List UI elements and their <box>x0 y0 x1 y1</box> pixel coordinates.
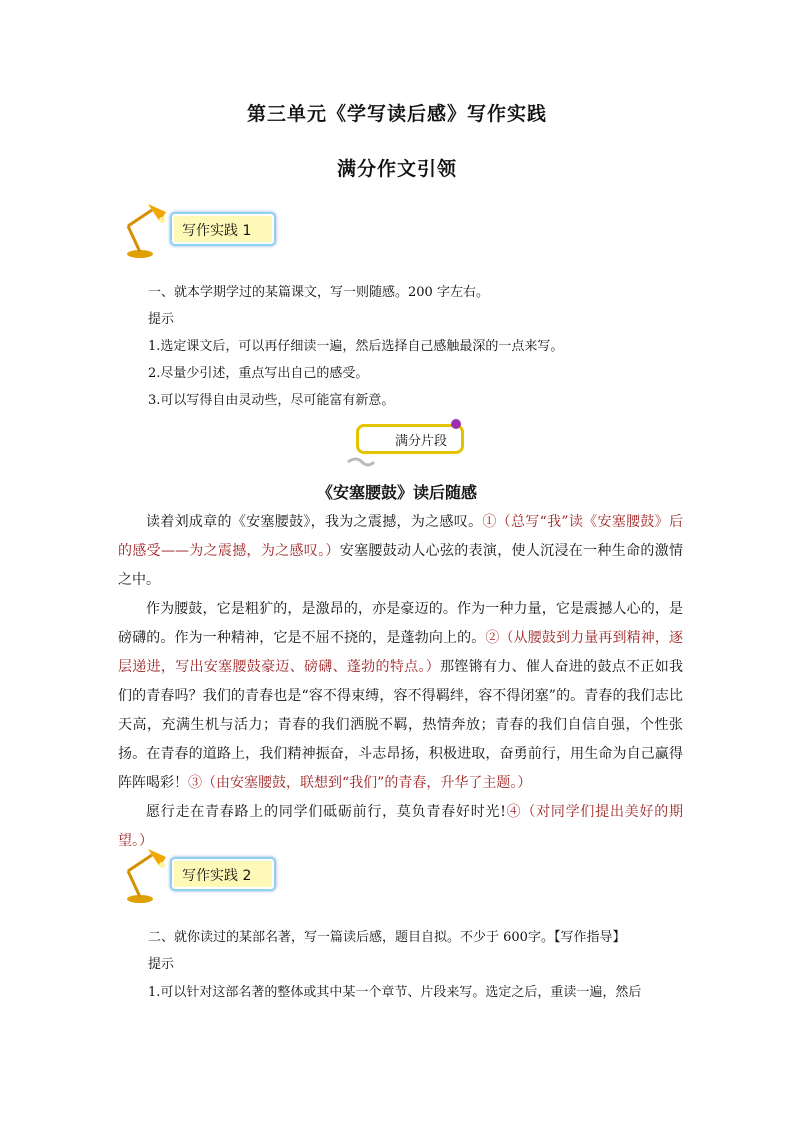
practice-2-tips-label: 提示 <box>148 957 175 972</box>
fragment-title: 《安塞腰鼓》读后随感 <box>316 483 477 502</box>
fragment-label: 满分片段 <box>356 424 464 454</box>
fragment-paragraph-1: 读着刘成章的《安塞腰鼓》，我为之震撼，为之感叹。①（总写“我”读《安塞腰鼓》后的感受——为之震撼，为之感叹。）安塞腰鼓动人心弦的表演，使人沉浸在一种生命的激情之中。 <box>118 514 684 588</box>
fragment-paragraph-2: 作为腰鼓，它是粗犷的，是激昂的，亦是豪迈的。作为一种力量，它是震撼人心的，是磅礴的。作为一种精神，它是不屈不挠的，是蓬勃向上的。②（从腰鼓到力量再到精神，逐层递进，写出安塞腰鼓豪迈、磅礴、蓬勃的特点。）那铿锵有力、催人奋进的鼓点不正如我们的青春吗？我们的青春也是“容不得束缚，容不得羁绊，容不得闭塞”的。青春的我们志比天高，充满生机与活力；青春的我们洒脱不羁，热情奔放；青春的我们自信自强，个性张扬。在青春的道路上，我们精神振奋，斗志昂扬，积极进取，奋勇前行，用生命为自己赢得阵阵喝彩！③（由安塞腰鼓，联想到“我们”的青春，升华了主题。） <box>118 601 684 791</box>
ribbon-icon <box>346 418 476 470</box>
practice-1-tips-label: 提示 <box>148 312 175 327</box>
practice-1-tip-2: 2.尽量少引述，重点写出自己的感受。 <box>148 366 369 381</box>
practice-1-label: 写作实践 1 <box>170 212 276 246</box>
practice-1-task: 一、就本学期学过的某篇课文，写一则随感。200 字左右。 <box>148 285 489 300</box>
annotation-4: ④（对同学们提出美好的期望。） <box>118 804 683 849</box>
practice-2-task: 二、就你读过的某部名著，写一篇读后感，题目自拟。不少于 600字。【写作指导】 <box>148 930 626 945</box>
practice-2-label: 写作实践 2 <box>170 857 276 891</box>
fragment-paragraph-3: 愿行走在青春路上的同学们砥砺前行，莫负青春好时光!④（对同学们提出美好的期望。） <box>118 804 683 849</box>
page-title: 第三单元《学写读后感》写作实践 <box>246 103 547 125</box>
annotation-3: ③（由安塞腰鼓，联想到“我们”的青春，升华了主题。） <box>188 775 532 791</box>
fragment-body <box>118 508 683 856</box>
practice-1-tip-3: 3.可以写得自由灵动些，尽可能富有新意。 <box>148 393 395 408</box>
practice-2-badge <box>118 845 288 905</box>
fragment-badge <box>346 418 476 470</box>
page-subtitle: 满分作文引领 <box>336 158 457 180</box>
annotation-1: ①（总写“我”读《安塞腰鼓》后的感受——为之震撼，为之感叹。） <box>118 514 683 559</box>
practice-1-tip-1: 1.选定课文后，可以再仔细读一遍，然后选择自己感触最深的一点来写。 <box>148 339 564 354</box>
practice-2-tip-1: 1.可以针对这部名著的整体或其中某一个章节、片段来写。选定之后，重读一遍，然后 <box>148 985 642 1000</box>
annotation-2: ②（从腰鼓到力量再到精神，逐层递进，写出安塞腰鼓豪迈、磅礴、蓬勃的特点。） <box>118 630 684 675</box>
practice-1-badge <box>118 200 288 260</box>
